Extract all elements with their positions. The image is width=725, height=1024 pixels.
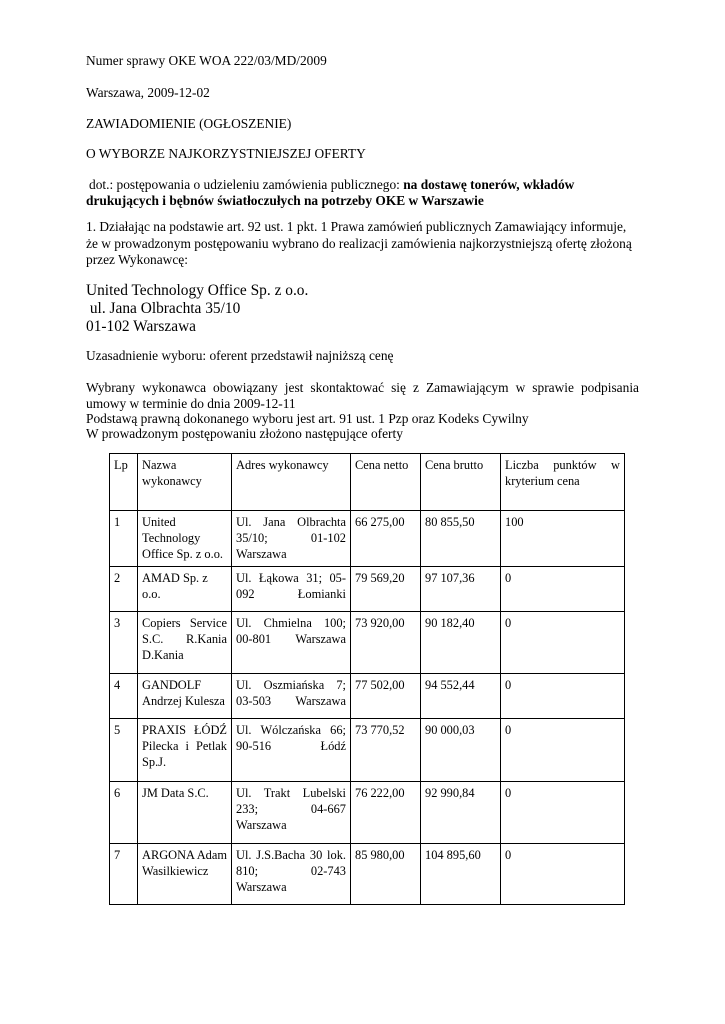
cell-lp: 3 (110, 612, 138, 674)
table-row (110, 719, 625, 782)
table-row (110, 612, 625, 674)
place-date: Warszawa, 2009-12-02 (86, 85, 210, 100)
paragraph-1-line-1: 1. Działając na podstawie art. 92 ust. 1 pkt. 1 Prawa zamówień publicznych Zamawiający informuje, (86, 219, 627, 234)
table-row (110, 567, 625, 612)
document-title: ZAWIADOMIENIE (OGŁOSZENIE) (86, 116, 292, 131)
cell-address: Ul. Trakt Lubelski 233; 04-667 Warszawa (232, 782, 351, 844)
cell-net: 73 770,52 (351, 719, 421, 782)
case-number: Numer sprawy OKE WOA 222/03/MD/2009 (86, 53, 327, 68)
cell-lp: 7 (110, 844, 138, 905)
winner-street: ul. Jana Olbrachta 35/10 (86, 300, 241, 317)
cell-net: 79 569,20 (351, 567, 421, 612)
cell-lp: 2 (110, 567, 138, 612)
justification: Uzasadnienie wyboru: oferent przedstawił najniższą cenę (86, 348, 394, 363)
winner-name: United Technology Office Sp. z o.o. (86, 282, 309, 299)
subject-line (89, 177, 574, 194)
cell-net: 85 980,00 (351, 844, 421, 905)
cell-name: Copiers Service S.C. R.Kania D.Kania (138, 612, 232, 674)
cell-name: AMAD Sp. z o.o. (138, 567, 232, 612)
cell-points: 100 (501, 511, 625, 567)
cell-address: Ul. Wólczańska 66; 90-516 Łódź (232, 719, 351, 782)
cell-net: 76 222,00 (351, 782, 421, 844)
cell-lp: 5 (110, 719, 138, 782)
table-header-row (110, 454, 625, 511)
winner-city: 01-102 Warszawa (86, 318, 197, 335)
subject-bold-2: drukujących i bębnów światłoczułych na potrzeby OKE w Warszawie (86, 193, 484, 208)
cell-points: 0 (501, 674, 625, 719)
cell-address: Ul. Jana Olbrachta 35/10; 01-102 Warszawa (232, 511, 351, 567)
cell-lp: 4 (110, 674, 138, 719)
document-subtitle: O WYBORZE NAJKORZYSTNIEJSZEJ OFERTY (86, 146, 366, 161)
cell-points: 0 (501, 782, 625, 844)
cell-name: JM Data S.C. (138, 782, 232, 844)
cell-lp: 1 (110, 511, 138, 567)
cell-gross: 92 990,84 (421, 782, 501, 844)
cell-net: 73 920,00 (351, 612, 421, 674)
header-address: Adres wykonawcy (232, 454, 351, 511)
cell-name: ARGONA Adam Wasilkiewicz (138, 844, 232, 905)
paragraph-2-line-2: umowy w terminie do dnia 2009-12-11 (86, 396, 296, 411)
subject-prefix: dot.: postępowania o udzieleniu zamówienia publicznego: (89, 177, 404, 192)
cell-address: Ul. J.S.Bacha 30 lok. 810; 02-743 Warszawa (232, 844, 351, 905)
table-row (110, 844, 625, 905)
cell-name: PRAXIS ŁÓDŹ Pilecka i Petlak Sp.J. (138, 719, 232, 782)
cell-address: Ul. Chmielna 100; 00-801 Warszawa (232, 612, 351, 674)
cell-net: 66 275,00 (351, 511, 421, 567)
cell-gross: 104 895,60 (421, 844, 501, 905)
table-row (110, 511, 625, 567)
header-points: Liczba punktów w kryterium cena (501, 454, 625, 511)
table-row (110, 674, 625, 719)
cell-gross: 90 182,40 (421, 612, 501, 674)
paragraph-1-line-3: przez Wykonawcę: (86, 252, 188, 267)
cell-gross: 90 000,03 (421, 719, 501, 782)
cell-gross: 94 552,44 (421, 674, 501, 719)
cell-net: 77 502,00 (351, 674, 421, 719)
paragraph-2-line-3: Podstawą prawną dokonanego wyboru jest art. 91 ust. 1 Pzp oraz Kodeks Cywilny (86, 411, 529, 426)
cell-name: GANDOLF Andrzej Kulesza (138, 674, 232, 719)
cell-gross: 80 855,50 (421, 511, 501, 567)
offers-table (109, 453, 625, 905)
header-name: Nazwa wykonawcy (138, 454, 232, 511)
header-gross: Cena brutto (421, 454, 501, 511)
paragraph-2-line-1: Wybrany wykonawca obowiązany jest skontaktować się z Zamawiającym w sprawie podpisania (86, 380, 639, 395)
paragraph-2-line-4: W prowadzonym postępowaniu złożono następujące oferty (86, 426, 403, 441)
cell-gross: 97 107,36 (421, 567, 501, 612)
cell-points: 0 (501, 612, 625, 674)
subject-bold-1: na dostawę tonerów, wkładów (403, 177, 575, 192)
table-row (110, 782, 625, 844)
cell-points: 0 (501, 719, 625, 782)
cell-address: Ul. Łąkowa 31; 05-092 Łomianki (232, 567, 351, 612)
cell-points: 0 (501, 567, 625, 612)
header-lp: Lp (110, 454, 138, 511)
cell-name: United Technology Office Sp. z o.o. (138, 511, 232, 567)
cell-points: 0 (501, 844, 625, 905)
cell-address: Ul. Oszmiańska 7; 03-503 Warszawa (232, 674, 351, 719)
paragraph-1-line-2: że w prowadzonym postępowaniu wybrano do realizacji zamówienia najkorzystniejszą ofertę złożoną (86, 236, 632, 251)
header-net: Cena netto (351, 454, 421, 511)
cell-lp: 6 (110, 782, 138, 844)
